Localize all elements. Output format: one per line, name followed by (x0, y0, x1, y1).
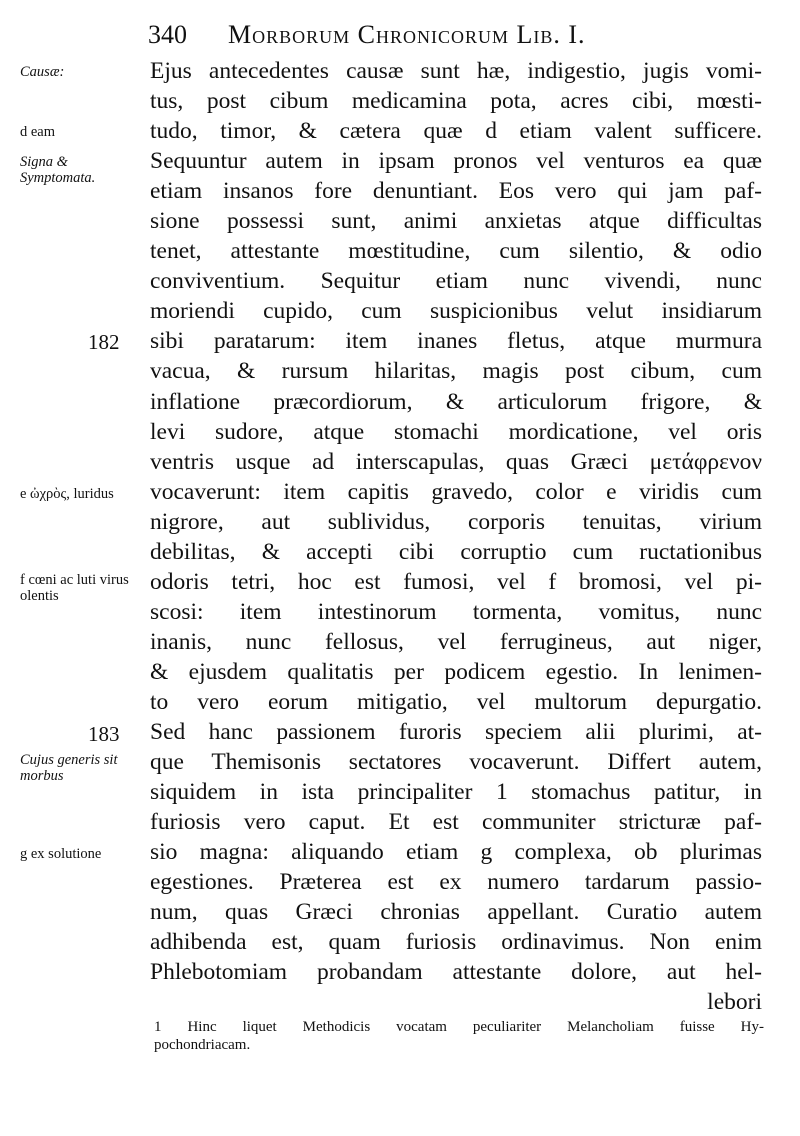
text-line: & ejusdem qualitatis per podicem egestio. In lenimen- (150, 658, 762, 685)
margin-note-e: e ὠχρὸς, luridus (20, 486, 114, 502)
page-number: 340 (148, 20, 187, 49)
text-line: inflatione præcordiorum, & articulorum frigore, & (150, 388, 762, 415)
footnote (154, 1018, 764, 1054)
main-text (150, 56, 762, 1018)
text-line: tus, post cibum medicamina pota, acres cibi, mœsti- (150, 88, 762, 115)
text-line: vacua, & rursum hilaritas, magis post cibum, cum (150, 358, 762, 385)
section-number-182: 182 (88, 330, 120, 354)
text-line: Ejus antecedentes causæ sunt hæ, indigestio, jugis vomi- (150, 58, 762, 84)
margin-note-signa: Signa & Symptomata. (20, 154, 96, 186)
text-line: nigrore, aut sublividus, corporis tenuitas, virium (150, 508, 762, 535)
text-line: Sequuntur autem in ipsam pronos vel venturos ea quæ (150, 148, 762, 175)
margin-note-f: f cœni ac luti virus olentis (20, 572, 129, 604)
text-line: num, quas Græci chronias appellant. Curatio autem (150, 899, 762, 926)
running-title: Morborum Chronicorum Lib. I. (228, 20, 586, 49)
text-line: moriendi cupido, cum suspicionibus velut insidiarum (150, 298, 762, 325)
text-line: furiosis vero caput. Et est communiter stricturæ paf- (150, 809, 762, 836)
margin-note-d-eam: d eam (20, 124, 56, 140)
text-line: adhibenda est, quam furiosis ordinavimus. Non enim (150, 929, 762, 956)
text-line: etiam insanos fore denuntiant. Eos vero qui jam paf- (150, 178, 762, 205)
margin-note-cujus: Cujus generis sit morbus (20, 752, 118, 784)
margin-note-causae: Causæ: (20, 64, 65, 80)
text-line: conviventium. Sequitur etiam nunc vivendi, nunc (150, 268, 762, 295)
text-line: to vero eorum mitigatio, vel multorum depurgatio. (150, 688, 762, 715)
text-line: siquidem in ista principaliter 1 stomachus patitur, in (150, 779, 762, 806)
text-line: tenet, attestante mœstitudine, cum silentio, & odio (150, 238, 762, 265)
text-line: egestiones. Præterea est ex numero tardarum passio- (150, 869, 762, 896)
footnote-line: pochondriacam. (154, 1037, 251, 1053)
text-line: Sed hanc passionem furoris speciem alii plurimi, at- (150, 719, 762, 746)
catchword: lebori (707, 989, 762, 1016)
text-line: debilitas, & accepti cibi corruptio cum ructationibus (150, 538, 762, 565)
text-line: odoris tetri, hoc est fumosi, vel f bromosi, vel pi- (150, 568, 762, 595)
text-line: sione possessi sunt, animi anxietas atque difficultas (150, 208, 762, 235)
text-line: inanis, nunc fellosus, vel ferrugineus, aut niger, (150, 628, 762, 655)
text-line: sibi paratarum: item inanes fletus, atque murmura (150, 328, 762, 355)
text-line: tudo, timor, & cætera quæ d etiam valent sufficere. (150, 118, 762, 145)
text-line: que Themisonis sectatores vocaverunt. Differt autem, (150, 749, 762, 776)
text-line: Phlebotomiam probandam attestante dolore, aut hel- (150, 959, 762, 986)
margin-note-g: g ex solutione (20, 846, 102, 862)
section-number-183: 183 (88, 722, 120, 746)
text-line: levi sudore, atque stomachi mordicatione, vel oris (150, 418, 762, 445)
text-line: sio magna: aliquando etiam g complexa, ob plurimas (150, 839, 762, 866)
text-line: vocaverunt: item capitis gravedo, color e viridis cum (150, 478, 762, 505)
footnote-line: 1 Hinc liquet Methodicis vocatam peculiariter Melancholiam fuisse Hy- (154, 1019, 764, 1035)
text-line: ventris usque ad interscapulas, quas Græci μετάφρενον (150, 448, 762, 475)
text-line: scosi: item intestinorum tormenta, vomitus, nunc (150, 598, 762, 625)
